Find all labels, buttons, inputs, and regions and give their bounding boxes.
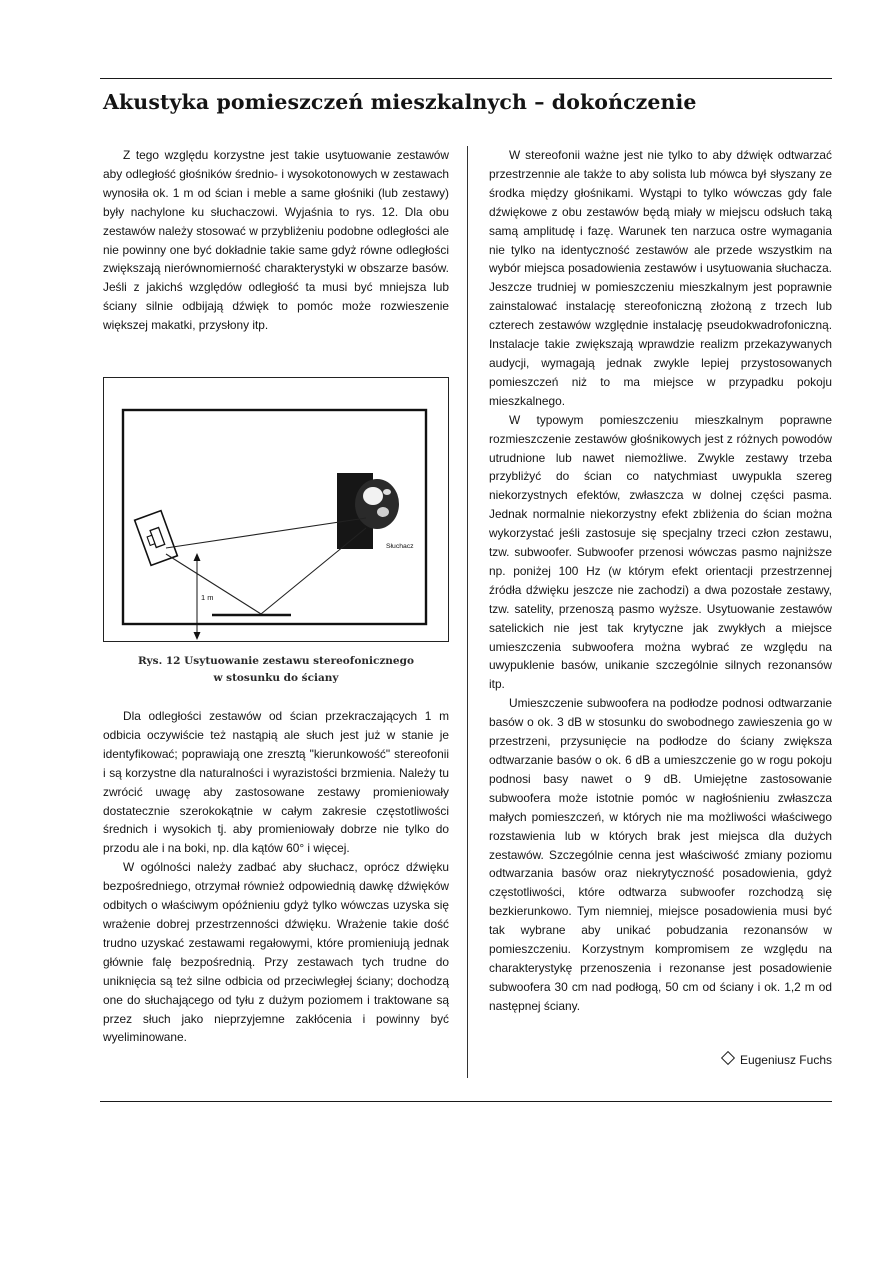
direct-path [166, 518, 366, 548]
reflect-path-2 [261, 528, 366, 614]
right-paragraph-3: Umieszczenie subwoofera na podłodze podnosi odtwarzanie basów o ok. 3 dB w stosunku do swobodnego zawieszenia go w przestrzeni, przysunięcie na podłodze do ściany zwiększa odtwarzanie basów o ok. 6 dB a umieszczenie go w rogu pokoju podnosi basy nawet o 9 dB. Umiejętne zastosowanie subwoofera może istotnie pomóc w nagłośnieniu zwłaszcza małych pomieszczeń, w których nie ma możliwości właściwego rozstawienia lub w których brak jest miejsca dla dużych zestawów. Szczególnie cenna jest właściwość zmiany poziomu odtwarzania basów oraz niekrytyczność posadowienia, gdyż częstotliwości, które odtwarza subwoofer rozchodzą się bezkierunkowo. Tym niemniej, miejsce posadowienia musi być tak wybrane aby unikać pobudzania rezonansów w pomieszczeniu. Korzystnym kompromisem ze względu na charakterystykę przenoszenia i rezonanse jest posadowienie subwoofera 30 cm nad podłogą, 50 cm od ściany i ok. 1,2 m od następnej ściany. [489, 696, 832, 1013]
article-title: Akustyka pomieszczeń mieszkalnych – dokończenie [103, 90, 697, 114]
right-column [489, 146, 832, 1016]
reflect-path-1 [166, 554, 261, 614]
caption-line-1: Rys. 12 Usytuowanie zestawu stereofonicznego [138, 655, 414, 667]
arrow-down-icon [194, 632, 201, 640]
figure-caption [103, 653, 449, 687]
right-paragraph-2: W typowym pomieszczeniu mieszkalnym poprawne rozmieszczenie zestawów głośnikowych jest z różnych powodów utrudnione lub nawet niemożliwe. Zwykle zestawy trzeba przybliżyć do ścian co natychmiast uwypukla szereg niekorzystnych efektów, zwłaszcza w dolnej części pasma. Jednak normalnie niekorzystny efekt zbliżenia do ścian można wykorzystać jeśli zastosuje się specjalny trzeci człon zestawu, tzw. subwoofer. Subwoofer przenosi wówczas pasmo najniższe np. poniżej 100 Hz (w którym efekt orientacji przestrzennej źródła dźwięku jeszcze nie zachodzi) a dwa pozostałe zestawy, tzw. satelity, przenoszą pasmo wyższe. Usytuowanie zestawów satelickich nie jest tak krytyczne jak zwykłych a miejsce umieszczenia subwoofera można wybrać ze względu na uwypuklenie basów, unikanie szczególnie silnych rezonansów itp. [489, 412, 832, 692]
author-signature [700, 1053, 832, 1067]
left-column-lower [103, 707, 449, 1047]
room-diagram [104, 378, 448, 641]
top-rule [100, 78, 832, 79]
left-paragraph-3: W ogólności należy zadbać aby słuchacz, oprócz dźwięku bezpośredniego, otrzymał również odpowiednią dawkę dźwięków odbitych o właściwym opóźnieniu gdyż tylko wówczas uzyska się wrażenie dobrej przestrzenności dźwięku. Wrażenie takie dość trudno uzyskać zestawami regałowymi, które promieniują jednak głównie falę bezpośrednią. Przy zestawach tych trudne do uniknięcia są też silne odbicia od przeciwległej ściany; dochodzą one do słuchającego od tyłu z dużym poziomem i traktowane są przez słuch jako nieprzyjemne zakłócenia i powinny być wyeliminowane. [103, 860, 449, 1045]
left-column [103, 146, 449, 335]
figure-12 [103, 377, 449, 642]
diamond-icon [721, 1051, 735, 1065]
bottom-rule [100, 1101, 832, 1102]
author-name: Eugeniusz Fuchs [739, 1053, 832, 1067]
listener-label: Słuchacz [386, 543, 414, 550]
right-paragraph-1: W stereofonii ważne jest nie tylko to aby dźwięk odtwarzać przestrzennie ale także to aby solista lub mówca był słyszany ze środka między głośnikami. Wystąpi to tylko wówczas gdy fale dźwiękowe z obu zestawów będą miały w miejscu odsłuch taką samą amplitudę i fazę. Warunek ten narzuca ostre wymagania nie tylko na identyczność zestawów ale przede wszystkim na wybór miejsca posadowienia zestawów i usytuowania słuchacza. Jeszcze trudniej w pomieszczeniu mieszkalnym jest poprawnie zainstalować instalację stereofoniczną złożoną z trzech lub czterech zestawów względnie instalację pseudokwadrofoniczną. Instalacje takie zwiększają wprawdzie realizm przekazywanych audycji, wymagają jednak zwykle lepiej przystosowanych pomieszczeń niż to ma miejsce w przypadku pokoju mieszkalnego. [489, 148, 832, 408]
left-paragraph-2: Dla odległości zestawów od ścian przekraczających 1 m odbicia oczywiście też nastąpią ale słuch jest już w stanie je identyfikować; poprawiają one zresztą "kierunkowość" stereofonii i są korzystne dla naturalności i wyrazistości brzmienia. Należy tu zwrócić uwagę aby zastosowane zestawy promieniowały dostatecznie szerokokątnie w całym zakresie częstotliwości średnich i wysokich tj. aby promieniowały dobrze nie tylko do przodu ale i na boki, np. dla kątów 60° i więcej. [103, 709, 449, 856]
arrow-up-icon [194, 553, 201, 561]
column-divider [467, 146, 468, 1078]
caption-line-2: w stosunku do ściany [213, 672, 339, 684]
left-paragraph-1: Z tego względu korzystne jest takie usytuowanie zestawów aby odległość głośników średnio- i wysokotonowych w zestawach wynosiła ok. 1 m od ścian i meble a same głośniki (lub zestawy) były nachylone ku słuchaczowi. Wyjaśnia to rys. 12. Dla obu zestawów należy stosować w przybliżeniu podobne odległości ale nie powinny one być dokładnie takie same gdyż równe odległości zwiększają nierównomierność charakterystyki w obszarze basów. Jeśli z jakichś względów odległość ta musi być mniejsza lub ściany silnie odbijają dźwięk to pomóc może rozwieszenie większej makatki, przysłony itp. [103, 148, 449, 333]
listener-head-icon [355, 479, 399, 529]
distance-label: 1 m [201, 593, 214, 602]
